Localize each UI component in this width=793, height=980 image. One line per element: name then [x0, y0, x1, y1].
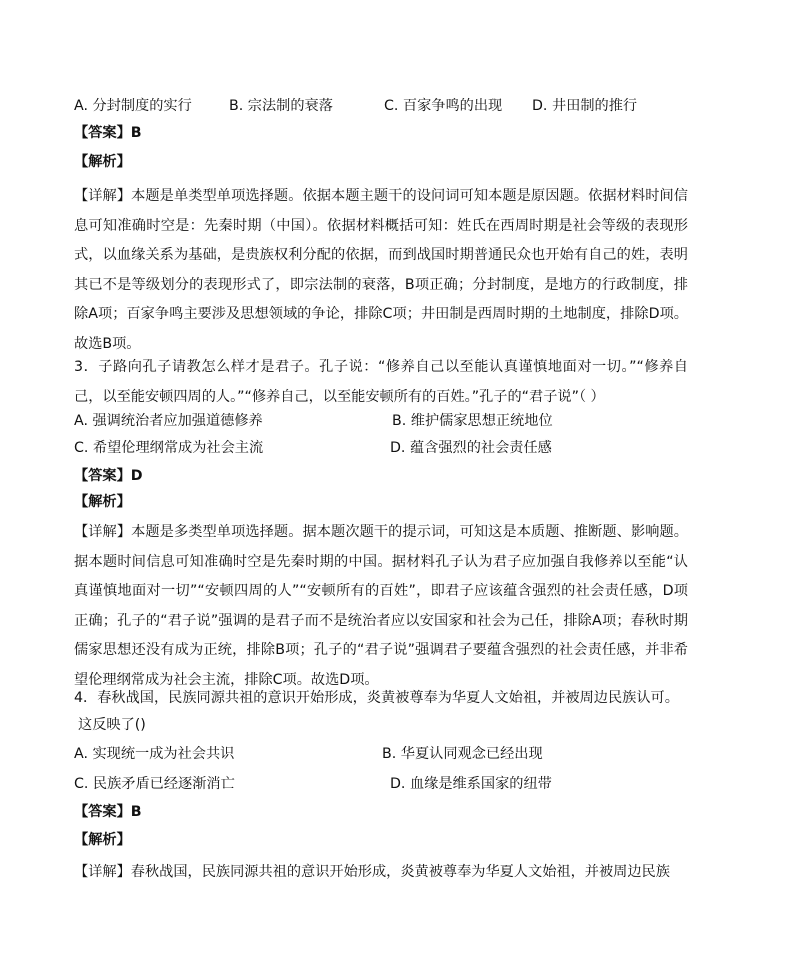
q4-option-c: C. 民族矛盾已经逐渐消亡 — [74, 776, 235, 792]
q2-option-b: B. 宗法制的衰落 — [229, 98, 333, 114]
q3-option-d: D. 蕴含强烈的社会责任感 — [390, 440, 552, 456]
q4-stem-line2: 这反映了() — [78, 717, 146, 733]
q2-answer: 【答案】B — [74, 125, 142, 141]
q4-stem-line1: 4．春秋战国，民族同源共祖的意识开始形成，炎黄被尊奉为华夏人文始祖，并被周边民族认可。 — [74, 690, 679, 706]
q4-answer: 【答案】B — [74, 804, 142, 820]
q4-option-b: B. 华夏认同观念已经出现 — [382, 746, 543, 762]
q3-option-a: A. 强调统治者应加强道德修养 — [74, 413, 263, 429]
q2-option-d: D. 井田制的推行 — [532, 98, 638, 114]
q2-option-c: C. 百家争鸣的出现 — [384, 98, 503, 114]
q4-option-d: D. 血缘是维系国家的纽带 — [390, 776, 552, 792]
q3-stem: 3．子路向孔子请教怎么样才是君子。孔子说：“修养自己以至能认真谨慎地面对一切。”“修养自己，以至能安顿四周的人。”“修养自己，以至能安顿所有的百姓。”孔子的“君子说”（ ） — [74, 359, 688, 405]
q3-option-b: B. 维护儒家思想正统地位 — [392, 413, 553, 429]
q4-option-a: A. 实现统一成为社会共识 — [74, 746, 235, 762]
q2-option-a: A. 分封制度的实行 — [74, 98, 192, 114]
q3-answer: 【答案】D — [74, 468, 143, 484]
q4-analysis-label: 【解析】 — [74, 832, 131, 848]
q2-detail: 【详解】本题是单类型单项选择题。依据本题主题干的设问词可知本题是原因题。依据材料时间信息可知准确时空是：先秦时期（中国）。依据材料概括可知：姓氏在西周时期是社会等级的表现形式，以血缘关系为基础，是贵族权利分配的依据，而到战国时期普通民众也开始有自己的姓，表明其已不是等级划分的表现形式了，即宗法制的衰落，B项正确；分封制度，是地方的行政制度，排除A项；百家争鸣主要涉及思想领域的争论，排除C项；井田制是西周时期的土地制度，排除D项。故选B项。 — [74, 188, 688, 352]
q2-analysis-label: 【解析】 — [74, 154, 131, 170]
q3-option-c: C. 希望伦理纲常成为社会主流 — [74, 440, 264, 456]
q4-detail: 【详解】春秋战国，民族同源共祖的意识开始形成，炎黄被尊奉为华夏人文始祖，并被周边民族 — [74, 864, 670, 880]
q3-analysis-label: 【解析】 — [74, 494, 131, 510]
q3-detail: 【详解】本题是多类型单项选择题。据本题次题干的提示词，可知这是本质题、推断题、影响题。据本题时间信息可知准确时空是先秦时期的中国。据材料孔子认为君子应加强自我修养以至能“认真谨慎地面对一切”“安顿四周的人”“安顿所有的百姓”，即君子应该蕴含强烈的社会责任感，D项正确；孔子的“君子说”强调的是君子而不是统治者应以安国家和社会为己任，排除A项；春秋时期儒家思想还没有成为正统，排除B项；孔子的“君子说”强调君子要蕴含强烈的社会责任感，并非希望伦理纲常成为社会主流，排除C项。故选D项。 — [74, 524, 688, 688]
